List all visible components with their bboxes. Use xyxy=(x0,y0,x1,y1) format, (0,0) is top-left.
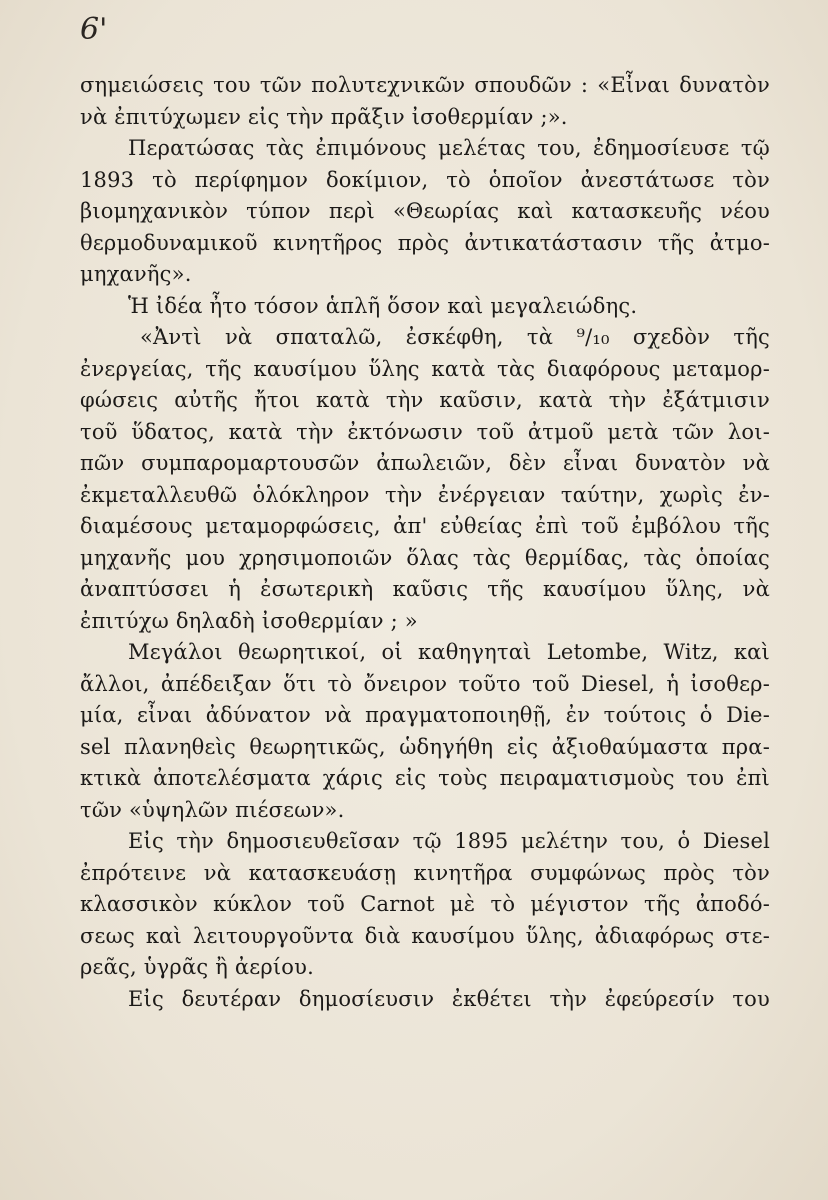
text-line: μηχανῆς μου χρησιμοποιῶν ὅλας τὰς θερμίδας, τὰς ὁποίας xyxy=(80,545,770,570)
text-line: κτικὰ ἀποτελέσματα χάρις εἰς τοὺς πειραματισμοὺς του ἐπὶ xyxy=(80,766,770,790)
text-line: θερμοδυναμικοῦ κινητῆρος πρὸς ἀντικατάστασιν τῆς ἀτμο- xyxy=(80,230,770,255)
text-line: ἀναπτύσσει ἡ ἐσωτερικὴ καῦσις τῆς καυσίμου ὕλης, νὰ xyxy=(80,577,770,601)
text-line: 1893 τὸ περίφημον δοκίμιον, τὸ ὁποῖον ἀνεστάτωσε τὸν xyxy=(80,167,770,192)
text-line: τοῦ ὕδατος, κατὰ τὴν ἐκτόνωσιν τοῦ ἀτμοῦ μετὰ τῶν λοι- xyxy=(80,419,770,444)
text-line: ἐπρότεινε νὰ κατασκευάσῃ κινητῆρα συμφώνως πρὸς τὸν xyxy=(80,860,770,885)
text-line: ἐπιτύχω δηλαδὴ ἰσοθερμίαν ; » xyxy=(80,608,418,633)
text-line: κλασσικὸν κύκλον τοῦ Carnot μὲ τὸ μέγιστον τῆς ἀποδό- xyxy=(80,892,770,916)
text-line: νὰ ἐπιτύχωμεν εἰς τὴν πρᾶξιν ἰσοθερμίαν ;». xyxy=(80,104,568,129)
text-line: «Ἀντὶ νὰ σπαταλῶ, ἐσκέφθη, τὰ ⁹/₁₀ σχεδὸν τῆς xyxy=(140,325,770,349)
text-line: Ἡ ἰδέα ἦτο τόσον ἁπλῆ ὅσον καὶ μεγαλειώδης. xyxy=(128,293,638,318)
text-line: sel πλανηθεὶς θεωρητικῶς, ὡδηγήθη εἰς ἀξιοθαύμαστα πρα- xyxy=(80,734,770,759)
text-line: σεως καὶ λειτουργοῦντα διὰ καυσίμου ὕλης, ἀδιαφόρως στε- xyxy=(80,923,770,948)
text-line: τῶν «ὑψηλῶν πιέσεων». xyxy=(80,797,345,822)
text-line: ρεᾶς, ὑγρᾶς ἢ ἀερίου. xyxy=(80,955,314,979)
page-number: 6' xyxy=(80,12,108,47)
text-line: Μεγάλοι θεωρητικοί, οἱ καθηγηταὶ Letombe, Witz, καὶ xyxy=(128,640,770,664)
text-line: Εἰς τὴν δημοσιευθεῖσαν τῷ 1895 μελέτην του, ὁ Diesel xyxy=(128,829,770,853)
text-line: Εἰς δευτέραν δημοσίευσιν ἐκθέτει τὴν ἐφεύρεσίν του xyxy=(128,986,770,1011)
text-line: σημειώσεις του τῶν πολυτεχνικῶν σπουδῶν : «Εἶναι δυνατὸν xyxy=(80,73,770,97)
text-line: διαμέσους μεταμορφώσεις, ἀπ' εὐθείας ἐπὶ τοῦ ἐμβόλου τῆς xyxy=(80,514,770,538)
text-line: φώσεις αὐτῆς ἤτοι κατὰ τὴν καῦσιν, κατὰ τὴν ἐξάτμισιν xyxy=(80,388,770,412)
text-line: ἐνεργείας, τῆς καυσίμου ὕλης κατὰ τὰς διαφόρους μεταμορ- xyxy=(80,356,770,381)
body-text xyxy=(80,70,770,1015)
text-line: ἐκμεταλλευθῶ ὁλόκληρον τὴν ἐνέργειαν ταύτην, χωρὶς ἐν- xyxy=(80,482,770,507)
text-line: ἄλλοι, ἀπέδειξαν ὅτι τὸ ὄνειρον τοῦτο τοῦ Diesel, ἡ ἰσοθερ- xyxy=(80,671,770,696)
text-line: μηχανῆς». xyxy=(80,262,192,286)
text-line: πῶν συμπαρομαρτουσῶν ἀπωλειῶν, δὲν εἶναι δυνατὸν νὰ xyxy=(80,451,770,475)
text-line: Περατώσας τὰς ἐπιμόνους μελέτας του, ἐδημοσίευσε τῷ xyxy=(128,136,770,160)
text-line: βιομηχανικὸν τύπον περὶ «Θεωρίας καὶ κατασκευῆς νέου xyxy=(80,199,770,223)
text-line: μία, εἶναι ἀδύνατον νὰ πραγματοποιηθῇ, ἐν τούτοις ὁ Die- xyxy=(80,703,770,727)
